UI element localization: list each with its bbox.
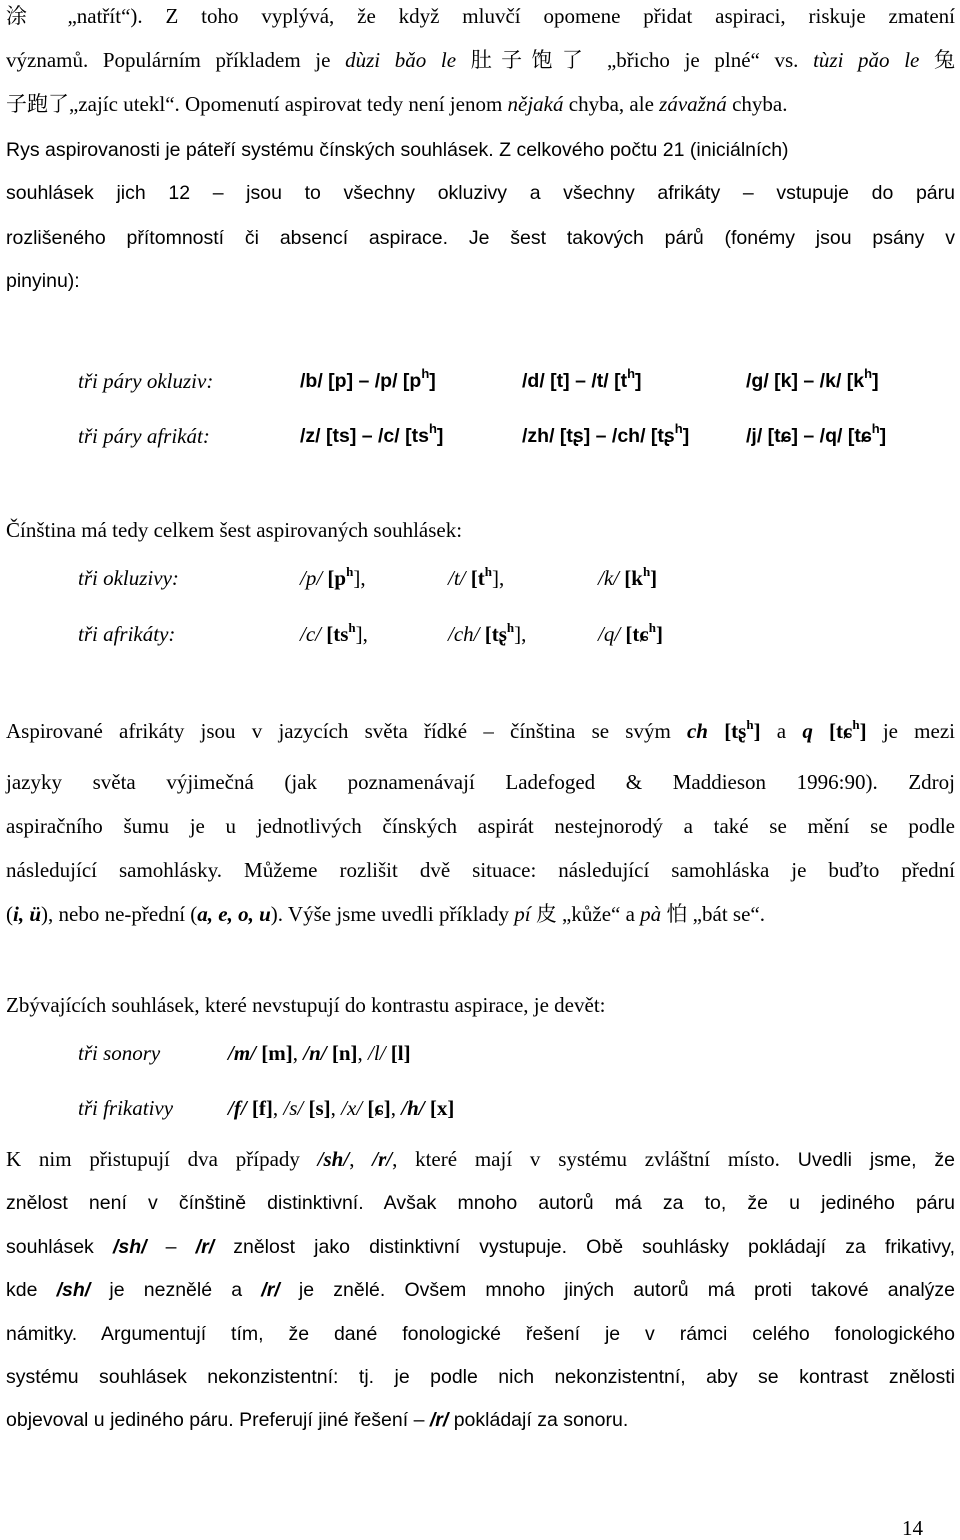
text-span: /g/ [k] – /k/ [k <box>746 370 865 392</box>
text-span: ], <box>492 566 505 590</box>
text-span: /d/ [t] – /t/ [t <box>522 370 628 392</box>
phoneme: /sh/ <box>56 1279 91 1301</box>
sans-sentence: rozlišeného přítomností či absencí aspirace. <box>6 227 449 249</box>
ipa: [tɕ <box>625 622 649 646</box>
aspiration-mark: h <box>642 564 651 579</box>
ipa: [k <box>624 566 643 590</box>
para2 <box>6 518 955 542</box>
text-span: znělost není v čínštině distinktivní. Avšak mnoho autorů má za to, že u jediného páru <box>6 1192 955 1214</box>
text-span: souhlásek jich 12 – jsou to všechny okluzivy a všechny afrikáty – vstupuje do páru <box>6 182 955 204</box>
text-span: námitky. Argumentují tím, že dané fonologické řešení je v rámci celého fonologického <box>6 1323 955 1345</box>
phoneme: /ch/ <box>448 622 485 646</box>
ipa: [tɕ <box>812 719 853 743</box>
phoneme: /r/ <box>429 1409 449 1431</box>
aspiration-mark: h <box>506 620 515 635</box>
sans-sentence: Uvedli jsme, že <box>779 1149 956 1171</box>
page-number: 14 <box>902 1516 923 1540</box>
text-span: ( <box>6 902 13 926</box>
row-label: tři okluzivy: <box>78 566 179 590</box>
para5-line7 <box>6 1408 955 1432</box>
phoneme: /p/ <box>300 566 328 590</box>
phoneme: /r/ <box>261 1279 280 1301</box>
para5-line3 <box>6 1235 955 1259</box>
text-span: ] <box>682 425 690 447</box>
para1-line7 <box>6 269 955 293</box>
pair-cell <box>746 366 879 393</box>
text-span: je mezi <box>866 719 955 743</box>
para3-line3 <box>6 814 955 838</box>
sans-sentence: Rys aspirovanosti je páteří systému čínských souhlásek. <box>6 139 494 161</box>
text-span: a <box>760 719 803 743</box>
aspiration-mark: h <box>627 366 636 381</box>
aspiration-mark: h <box>428 421 437 436</box>
ipa: ] <box>859 719 867 743</box>
emphasis: nějaká <box>507 92 564 116</box>
text-span: Zbývajících souhlásek, které nevstupují do kontrastu aspirace, je devět: <box>6 993 606 1017</box>
pairs-row-occlusives <box>0 366 960 397</box>
aspirated-cell <box>598 622 663 646</box>
aspirated-row-affricates <box>0 622 960 650</box>
separator: , <box>272 1096 284 1120</box>
row-label: tři páry afrikát: <box>78 424 210 448</box>
text-span: /b/ [p] – /p/ [p <box>300 370 422 392</box>
phoneme: /k/ <box>598 566 625 590</box>
sans-sentence: Z celkového počtu 21 (iniciálních) <box>493 139 789 161</box>
ipa: [p <box>327 566 347 590</box>
para5-line1 <box>6 1147 955 1172</box>
ipa: [n] <box>326 1041 358 1065</box>
text-span: /j/ [tɕ] – /q/ [tɕ <box>746 425 872 447</box>
para1-line6 <box>6 225 955 250</box>
phoneme: /t/ <box>448 566 471 590</box>
aspirated-row-occlusives <box>0 566 960 594</box>
text-span: ], <box>514 622 527 646</box>
aspiration-mark: h <box>746 717 754 732</box>
para5-line2 <box>6 1191 955 1215</box>
text-span: 子跑了„zajíc utekl“. Opomenutí aspirovat tedy není jenom <box>6 92 508 116</box>
row-label: tři afrikáty: <box>78 622 176 646</box>
remaining-list <box>228 1096 454 1120</box>
row-label: tři sonory <box>78 1041 161 1065</box>
text-span: 肚子饱了 „břicho je plné“ vs. <box>456 48 814 72</box>
aspirated-cell <box>448 566 504 590</box>
text-span: chyba, ale <box>563 92 660 116</box>
separator: , <box>292 1041 304 1065</box>
vowels: i, ü <box>13 902 42 926</box>
text-span: následující samohlásky. Můžeme rozlišit dvě situace: následující samohláska je buďto přední <box>6 858 955 882</box>
phoneme: /r/ <box>195 1236 215 1258</box>
text-span: 涂 „natřít“). Z toho vyplývá, že když mluvčí opomene přidat aspiraci, riskuje zmatení <box>6 4 955 28</box>
text-span: znělost jako distinktivní vystupuje. Obě souhlásky pokládají za frikativy, <box>214 1236 955 1258</box>
text-span: , které mají v systému zvláštní místo. <box>392 1147 780 1171</box>
pinyin-example: pí <box>514 902 531 926</box>
text-span: 兔 <box>919 48 956 72</box>
text-span: 怕 „bát se“. <box>661 902 765 926</box>
text-span: ] <box>872 370 879 392</box>
ipa: [ɕ] <box>362 1096 391 1120</box>
phoneme: /n/ <box>303 1041 327 1065</box>
ipa: [ts <box>326 622 349 646</box>
text-span: ), nebo ne-přední ( <box>41 902 198 926</box>
ipa: [s] <box>303 1096 331 1120</box>
text-span: pinyinu): <box>6 270 80 292</box>
aspiration-mark: h <box>648 620 656 635</box>
pair-cell <box>522 421 690 448</box>
text-span: 皮 „kůže“ a <box>530 902 641 926</box>
text-span: ], <box>353 566 366 590</box>
para3-line1 <box>6 719 955 743</box>
para1-line3 <box>6 92 955 116</box>
pair-cell <box>522 366 642 393</box>
text-span: K nim přistupují dva případy <box>6 1147 318 1171</box>
phoneme: /m/ <box>228 1041 257 1065</box>
text-span: ] <box>879 425 887 447</box>
aspiration-mark: h <box>348 620 356 635</box>
text-span: , <box>349 1147 373 1171</box>
para4 <box>6 993 955 1017</box>
row-label: tři frikativy <box>78 1096 174 1120</box>
text-span: pokládají za sonoru. <box>448 1409 629 1431</box>
para1-line5 <box>6 181 955 205</box>
para5-line4 <box>6 1278 955 1302</box>
text-span: aspiračního šumu je u jednotlivých čínských aspirát nestejnorodý a také se mění se podle <box>6 814 955 838</box>
text-span: je znělé. Ovšem mnoho jiných autorů má proti takové analýze <box>279 1279 955 1301</box>
ipa: [tʂ <box>707 719 747 743</box>
text-span: je neznělé a <box>90 1279 262 1301</box>
phoneme: ch <box>686 719 708 743</box>
row-label: tři páry okluziv: <box>78 369 214 393</box>
para3-line4 <box>6 858 955 882</box>
remaining-row-fricatives <box>0 1096 960 1124</box>
pairs-row-affricates <box>0 421 960 452</box>
text-span: ] <box>429 370 436 392</box>
text-span: chyba. <box>726 92 788 116</box>
pinyin-example: pà <box>640 902 662 926</box>
ipa: [tʂ <box>484 622 507 646</box>
text-span: ] <box>635 370 642 392</box>
phoneme: /sh/ <box>317 1147 350 1171</box>
text-span: ] <box>650 566 658 590</box>
ipa: [x] <box>424 1096 455 1120</box>
pair-cell <box>746 421 887 448</box>
text-span: významů. Populárním příkladem je <box>6 48 346 72</box>
remaining-row-sonorants <box>0 1041 960 1069</box>
text-span: ] <box>655 622 663 646</box>
aspiration-mark: h <box>852 717 860 732</box>
pinyin-example: dùzi bǎo le <box>345 48 457 72</box>
phoneme: /s/ <box>283 1096 304 1120</box>
aspirated-cell <box>598 566 657 590</box>
text-span: kde <box>6 1279 57 1301</box>
phoneme: /x/ <box>341 1096 363 1120</box>
aspiration-mark: h <box>871 421 880 436</box>
remaining-list <box>228 1041 411 1065</box>
phoneme: /h/ <box>401 1096 425 1120</box>
separator: , <box>390 1096 402 1120</box>
para5-line6 <box>6 1365 955 1389</box>
separator: , <box>330 1096 342 1120</box>
phoneme: /r/ <box>372 1147 393 1171</box>
text-span: ] <box>436 425 444 447</box>
pair-cell <box>300 421 444 448</box>
phoneme: /c/ <box>300 622 327 646</box>
text-span: ). Výše jsme uvedli příklady <box>270 902 515 926</box>
text-span: jazyky světa výjimečná (jak poznamenávají Ladefoged & Maddieson 1996:90). Zdroj <box>6 770 955 794</box>
text-span: souhlásek <box>6 1236 113 1258</box>
phoneme: /l/ <box>368 1041 386 1065</box>
aspirated-cell <box>300 566 366 590</box>
phoneme: /q/ <box>598 622 626 646</box>
para1-line1 <box>6 4 955 28</box>
aspirated-cell <box>448 622 526 646</box>
vowels: a, e, o, u <box>197 902 271 926</box>
ipa: [m] <box>256 1041 293 1065</box>
text-span: Aspirované afrikáty jsou v jazycích světa řídké – čínština se svým <box>6 719 687 743</box>
text-span: ], <box>355 622 368 646</box>
para5-line5 <box>6 1322 955 1346</box>
aspiration-mark: h <box>674 421 683 436</box>
text-span: systému souhlásek nekonzistentní: tj. je podle nich nekonzistentní, aby se kontrast znělosti <box>6 1366 955 1388</box>
phoneme: q <box>802 719 813 743</box>
separator: , <box>357 1041 369 1065</box>
aspiration-mark: h <box>484 564 492 579</box>
pinyin-example: tùzi pǎo le <box>813 48 920 72</box>
emphasis: závažná <box>659 92 727 116</box>
para3-line5 <box>6 902 955 926</box>
para1-line2 <box>6 48 955 72</box>
para1-line4 <box>6 137 955 162</box>
text-span: Čínština má tedy celkem šest aspirovaných souhlásek: <box>6 518 463 542</box>
ipa: [f] <box>246 1096 273 1120</box>
pair-cell <box>300 366 436 393</box>
aspirated-cell <box>300 622 368 646</box>
aspiration-mark: h <box>864 366 873 381</box>
phoneme: /sh/ <box>112 1236 147 1258</box>
text-span: /zh/ [tʂ] – /ch/ [tʂ <box>522 425 675 447</box>
aspiration-mark: h <box>346 564 354 579</box>
phoneme: /f/ <box>228 1096 247 1120</box>
aspiration-mark: h <box>421 366 430 381</box>
text-span: – <box>146 1236 196 1258</box>
para3-line2 <box>6 770 955 794</box>
ipa: [t <box>470 566 485 590</box>
sans-sentence: Je šest takových párů (fonémy jsou psány v <box>448 227 955 249</box>
text-span: /z/ [ts] – /c/ [ts <box>300 425 429 447</box>
ipa: [l] <box>385 1041 411 1065</box>
ipa: ] <box>753 719 761 743</box>
text-span: objevoval u jediného páru. Preferují jiné řešení – <box>6 1409 430 1431</box>
